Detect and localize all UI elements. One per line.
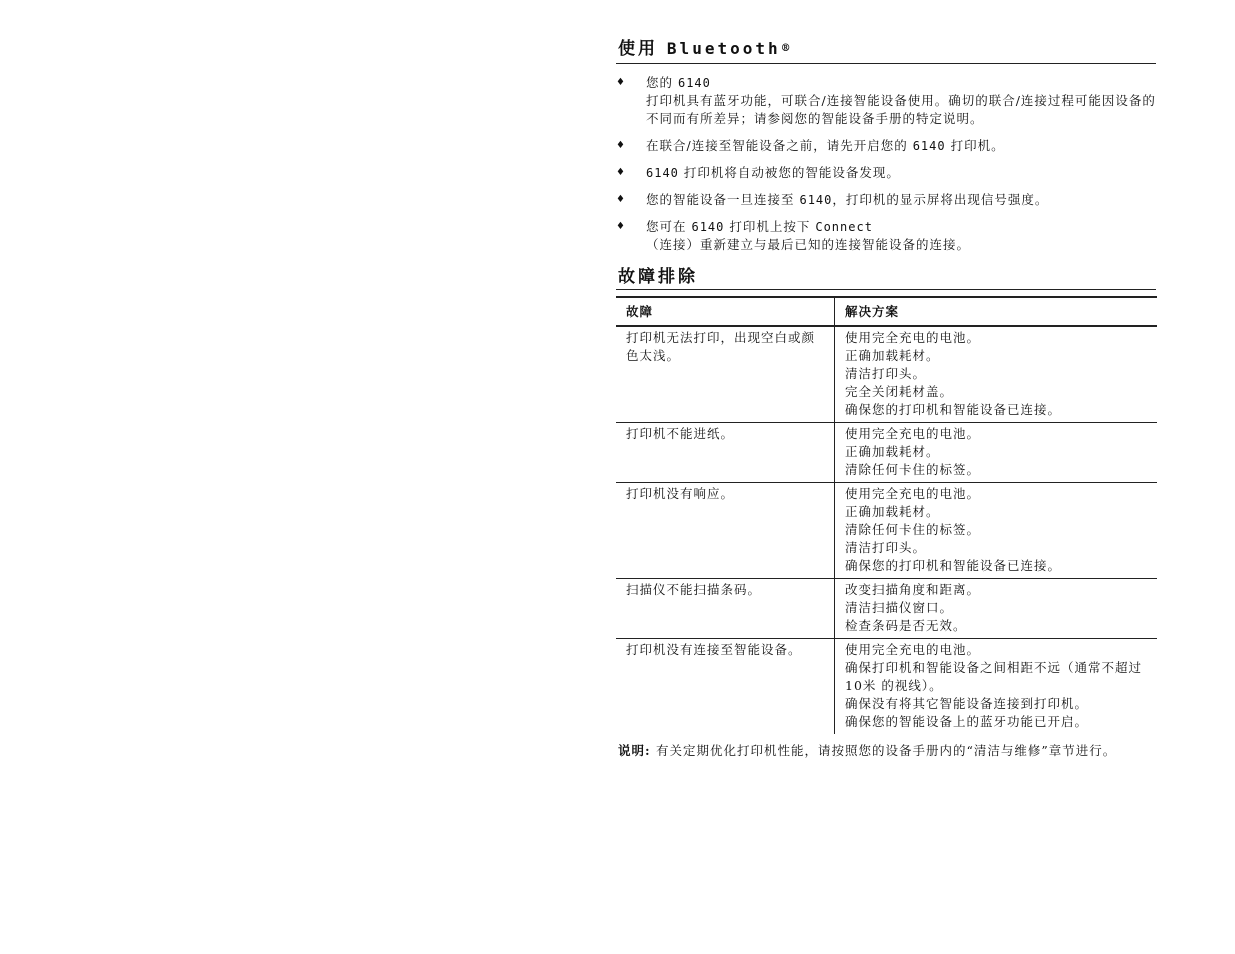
- troubleshooting-heading: 故障排除: [616, 266, 1156, 290]
- solution-line: 改变扫描角度和距离。: [845, 582, 981, 597]
- diamond-bullet-icon: ♦: [616, 140, 626, 151]
- column-header-solution: 解决方案: [835, 297, 1158, 326]
- table-row: [616, 423, 1157, 483]
- solution-line: 确保您的打印机和智能设备已连接。: [845, 558, 1062, 573]
- problem-cell: 打印机没有连接至智能设备。: [616, 639, 835, 735]
- note-label: 说明:: [618, 743, 651, 758]
- solution-cell: [835, 579, 1158, 639]
- problem-cell: 打印机不能进纸。: [616, 423, 835, 483]
- bullet-item: ♦ 您可在 6140 打印机上按下 Connect （连接）重新建立与最后已知的连接智能设备的连接。: [616, 219, 971, 252]
- note: [616, 742, 1156, 760]
- solution-cell: [835, 639, 1158, 735]
- table-row: [616, 326, 1157, 423]
- problem-cell: 扫描仪不能扫描条码。: [616, 579, 835, 639]
- solution-line: 使用完全充电的电池。: [845, 330, 981, 345]
- connect-key-label: Connect: [815, 220, 873, 234]
- solution-line: 使用完全充电的电池。: [845, 642, 981, 657]
- diamond-bullet-icon: ♦: [616, 77, 626, 88]
- bullet-item: ♦ 您的智能设备一旦连接至 6140，打印机的显示屏将出现信号强度。: [616, 192, 1049, 207]
- note-text: 有关定期优化打印机性能，请按照您的设备手册内的“清洁与维修”章节进行。: [656, 743, 1117, 758]
- solution-line: 正确加载耗材。: [845, 444, 940, 459]
- solution-line: 使用完全充电的电池。: [845, 486, 981, 501]
- problem-cell: 打印机无法打印，出现空白或颜色太浅。: [616, 326, 835, 423]
- solution-cell: [835, 326, 1158, 423]
- column-header-problem: 故障: [616, 297, 835, 326]
- manual-page: [616, 38, 1156, 760]
- solution-line: 检查条码是否无效。: [845, 618, 967, 633]
- solution-cell: [835, 483, 1158, 579]
- bullet-item: ♦ 您的 6140 打印机具有蓝牙功能，可联合/连接智能设备使用。确切的联合/连接过程可能因设备的不同而有所差异；请参阅您的智能设备手册的特定说明。: [616, 75, 1156, 126]
- solution-line: 正确加载耗材。: [845, 504, 940, 519]
- bluetooth-heading-prefix: 使用: [618, 39, 658, 59]
- solution-line: 清洁打印头。: [845, 540, 927, 555]
- solution-line: 完全关闭耗材盖。: [845, 384, 954, 399]
- solution-line: 确保您的打印机和智能设备已连接。: [845, 402, 1062, 417]
- solution-line: 正确加载耗材。: [845, 348, 940, 363]
- diamond-bullet-icon: ♦: [616, 194, 626, 205]
- table-row: [616, 639, 1157, 735]
- solution-cell: [835, 423, 1158, 483]
- solution-line: 确保打印机和智能设备之间相距不远（通常不超过 10米 的视线）。: [845, 660, 1143, 693]
- troubleshooting-table: [616, 296, 1157, 734]
- solution-line: 使用完全充电的电池。: [845, 426, 981, 441]
- solution-line: 清洁扫描仪窗口。: [845, 600, 954, 615]
- table-header-row: [616, 297, 1157, 326]
- registered-mark: ®: [780, 43, 794, 54]
- solution-line: 确保您的智能设备上的蓝牙功能已开启。: [845, 714, 1089, 729]
- troubleshooting-table-body: [616, 326, 1157, 734]
- bluetooth-heading-brand: Bluetooth: [666, 39, 781, 58]
- bullet-item: ♦ 在联合/连接至智能设备之前，请先开启您的 6140 打印机。: [616, 138, 1005, 153]
- diamond-bullet-icon: ♦: [616, 221, 626, 232]
- table-row: [616, 579, 1157, 639]
- solution-line: 清除任何卡住的标签。: [845, 462, 981, 477]
- bluetooth-bullet-list: [616, 74, 1156, 254]
- table-row: [616, 483, 1157, 579]
- bluetooth-heading: [616, 38, 1156, 64]
- problem-cell: 打印机没有响应。: [616, 483, 835, 579]
- bullet-item: ♦ 6140 打印机将自动被您的智能设备发现。: [616, 165, 900, 180]
- solution-line: 确保没有将其它智能设备连接到打印机。: [845, 696, 1089, 711]
- diamond-bullet-icon: ♦: [616, 167, 626, 178]
- solution-line: 清除任何卡住的标签。: [845, 522, 981, 537]
- solution-line: 清洁打印头。: [845, 366, 927, 381]
